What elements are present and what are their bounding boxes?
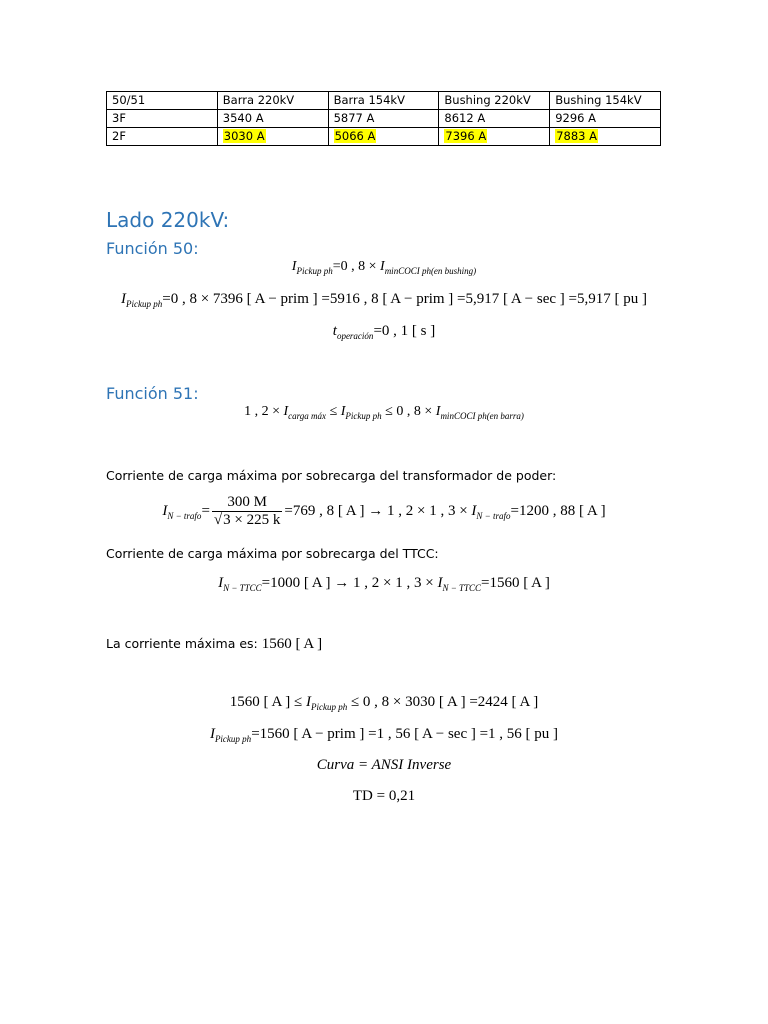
paragraph-max-current: La corriente máxima es: 1560 [ A ] <box>106 636 323 652</box>
table-header-cell: Barra 154kV <box>328 92 439 110</box>
table-cell: 2F <box>107 128 218 146</box>
table-header-cell: 50/51 <box>107 92 218 110</box>
fault-current-table <box>106 91 661 146</box>
table-cell: 5877 A <box>328 110 439 128</box>
table-cell: 8612 A <box>439 110 550 128</box>
equation-f50-value: $I_{Pickup ph}=0$ , 8 × 7396 [ A − prim ] =5916 , 8 [ A − prim ] =5,917 [ A − sec ] =5,917 [ pu ] <box>121 291 647 309</box>
table-header-cell: Bushing 154kV <box>550 92 661 110</box>
table-cell <box>217 128 328 146</box>
highlighted-value: 3030 A <box>223 129 265 143</box>
table-header-row <box>107 92 661 110</box>
highlighted-value: 7396 A <box>445 129 487 143</box>
equation-f50-pickup: $I_{Pickup ph}=0$ , $8 \times I_{minCOCI ph(en bushing)}$ <box>291 259 477 276</box>
funcion50-title: Función 50: <box>106 239 199 258</box>
highlighted-value: 5066 A <box>334 129 376 143</box>
funcion51-title: Función 51: <box>106 384 199 403</box>
fraction: $\frac{300 M}{√3 \times 225 k}$ <box>213 494 281 528</box>
table-header-cell: Barra 220kV <box>217 92 328 110</box>
table-row <box>107 128 661 146</box>
table-cell <box>439 128 550 146</box>
table-cell <box>328 128 439 146</box>
highlighted-value: 7883 A <box>556 129 597 143</box>
equation-f51-range: 1 , $2 \times I_{carga máx} \le I_{Pickup ph} \le 0$ , $8 \times I_{minCOCI ph(en barra)}$ <box>244 404 524 421</box>
equation-trafo: $I_{N - trafo}=$ $\frac{300 M}{√3 \times 225 k}$ =769 , 8 [ A ] → 1 , 2 × 1 , $3 \times I_{N - trafo}=1200$ , 88 [ A ] <box>162 494 606 528</box>
section-title: Lado 220kV: <box>106 208 230 232</box>
equation-td: TD = 0,21 <box>352 788 416 804</box>
table-row <box>107 110 661 128</box>
equation-f50-time: $t_{operación}=0$ , 1 [ s ] <box>332 323 436 341</box>
equation-curve: Curva = ANSI Inverse <box>316 757 452 773</box>
table-cell: 3540 A <box>217 110 328 128</box>
equation-final-range: 1560 [ A ] ≤ $I_{Pickup ph} \le 0$ , 8 × 3030 [ A ] =2424 [ A ] <box>229 694 539 712</box>
equation-final-pickup: $I_{Pickup ph}=1560$ [ A − prim ] =1 , 56 [ A − sec ] =1 , 56 [ pu ] <box>209 726 559 744</box>
paragraph-ttcc: Corriente de carga máxima por sobrecarga del TTCC: <box>106 546 439 561</box>
table-header-cell: Bushing 220kV <box>439 92 550 110</box>
equation-ttcc: $I_{N - TTCC}=1000$ [ A ] → 1 , 2 × 1 , $3 \times I_{N - TTCC}=1560$ [ A ] <box>218 575 550 593</box>
table-cell <box>550 128 661 146</box>
table-cell: 3F <box>107 110 218 128</box>
paragraph-trafo: Corriente de carga máxima por sobrecarga del transformador de poder: <box>106 468 557 483</box>
table-cell: 9296 A <box>550 110 661 128</box>
